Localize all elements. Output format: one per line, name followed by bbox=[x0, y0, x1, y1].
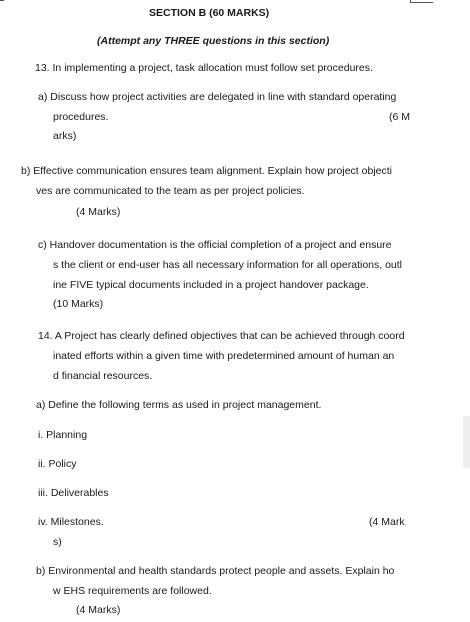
q13b-marks: (4 Marks) bbox=[76, 206, 121, 218]
section-instruction: (Attempt any THREE questions in this section) bbox=[97, 35, 330, 47]
scroll-indicator[interactable] bbox=[463, 416, 470, 468]
q13a-line1: a) Discuss how project activities are delegated in line with standard operating bbox=[38, 91, 397, 103]
page-corner-left bbox=[0, 0, 4, 1]
q14a-item-milestones: iv. Milestones. bbox=[38, 516, 104, 528]
q13b-line2: ves are communicated to the team as per project policies. bbox=[36, 185, 305, 197]
page-corner-right bbox=[410, 0, 433, 3]
q13b-line1: b) Effective communication ensures team alignment. Explain how project objecti bbox=[21, 165, 392, 177]
q14a-item-planning: i. Planning bbox=[38, 429, 88, 441]
q13c-line3: ine FIVE typical documents included in a project handover package. bbox=[53, 279, 369, 291]
q14a-item-policy: ii. Policy bbox=[38, 458, 77, 470]
q13-stem: 13. In implementing a project, task allocation must follow set procedures. bbox=[35, 62, 373, 74]
q13c-line2: s the client or end-user has all necessary information for all operations, outl bbox=[53, 259, 403, 271]
q14-line3: d financial resources. bbox=[53, 370, 153, 382]
q13c-marks: (10 Marks) bbox=[53, 298, 104, 310]
q13a-marks: (6 M bbox=[389, 111, 410, 123]
q13a-line2: procedures. bbox=[53, 111, 109, 123]
q14b-line1: b) Environmental and health standards protect people and assets. Explain ho bbox=[36, 565, 395, 577]
q14a-stem: a) Define the following terms as used in project management. bbox=[36, 399, 322, 411]
q13a-marks-wrap: arks) bbox=[53, 130, 77, 142]
q14a-marks-wrap: s) bbox=[53, 536, 62, 548]
q14-line1: 14. A Project has clearly defined objectives that can be achieved through coord bbox=[38, 330, 405, 342]
q14a-marks: (4 Mark bbox=[369, 516, 405, 528]
q14b-line2: w EHS requirements are followed. bbox=[53, 585, 212, 597]
section-title: SECTION B (60 MARKS) bbox=[149, 7, 270, 19]
q14b-marks: (4 Marks) bbox=[76, 604, 121, 616]
q13c-line1: c) Handover documentation is the official completion of a project and ensure bbox=[38, 239, 392, 251]
q14a-item-deliverables: iii. Deliverables bbox=[38, 487, 109, 499]
q14-line2: inated efforts within a given time with predetermined amount of human an bbox=[53, 350, 395, 362]
